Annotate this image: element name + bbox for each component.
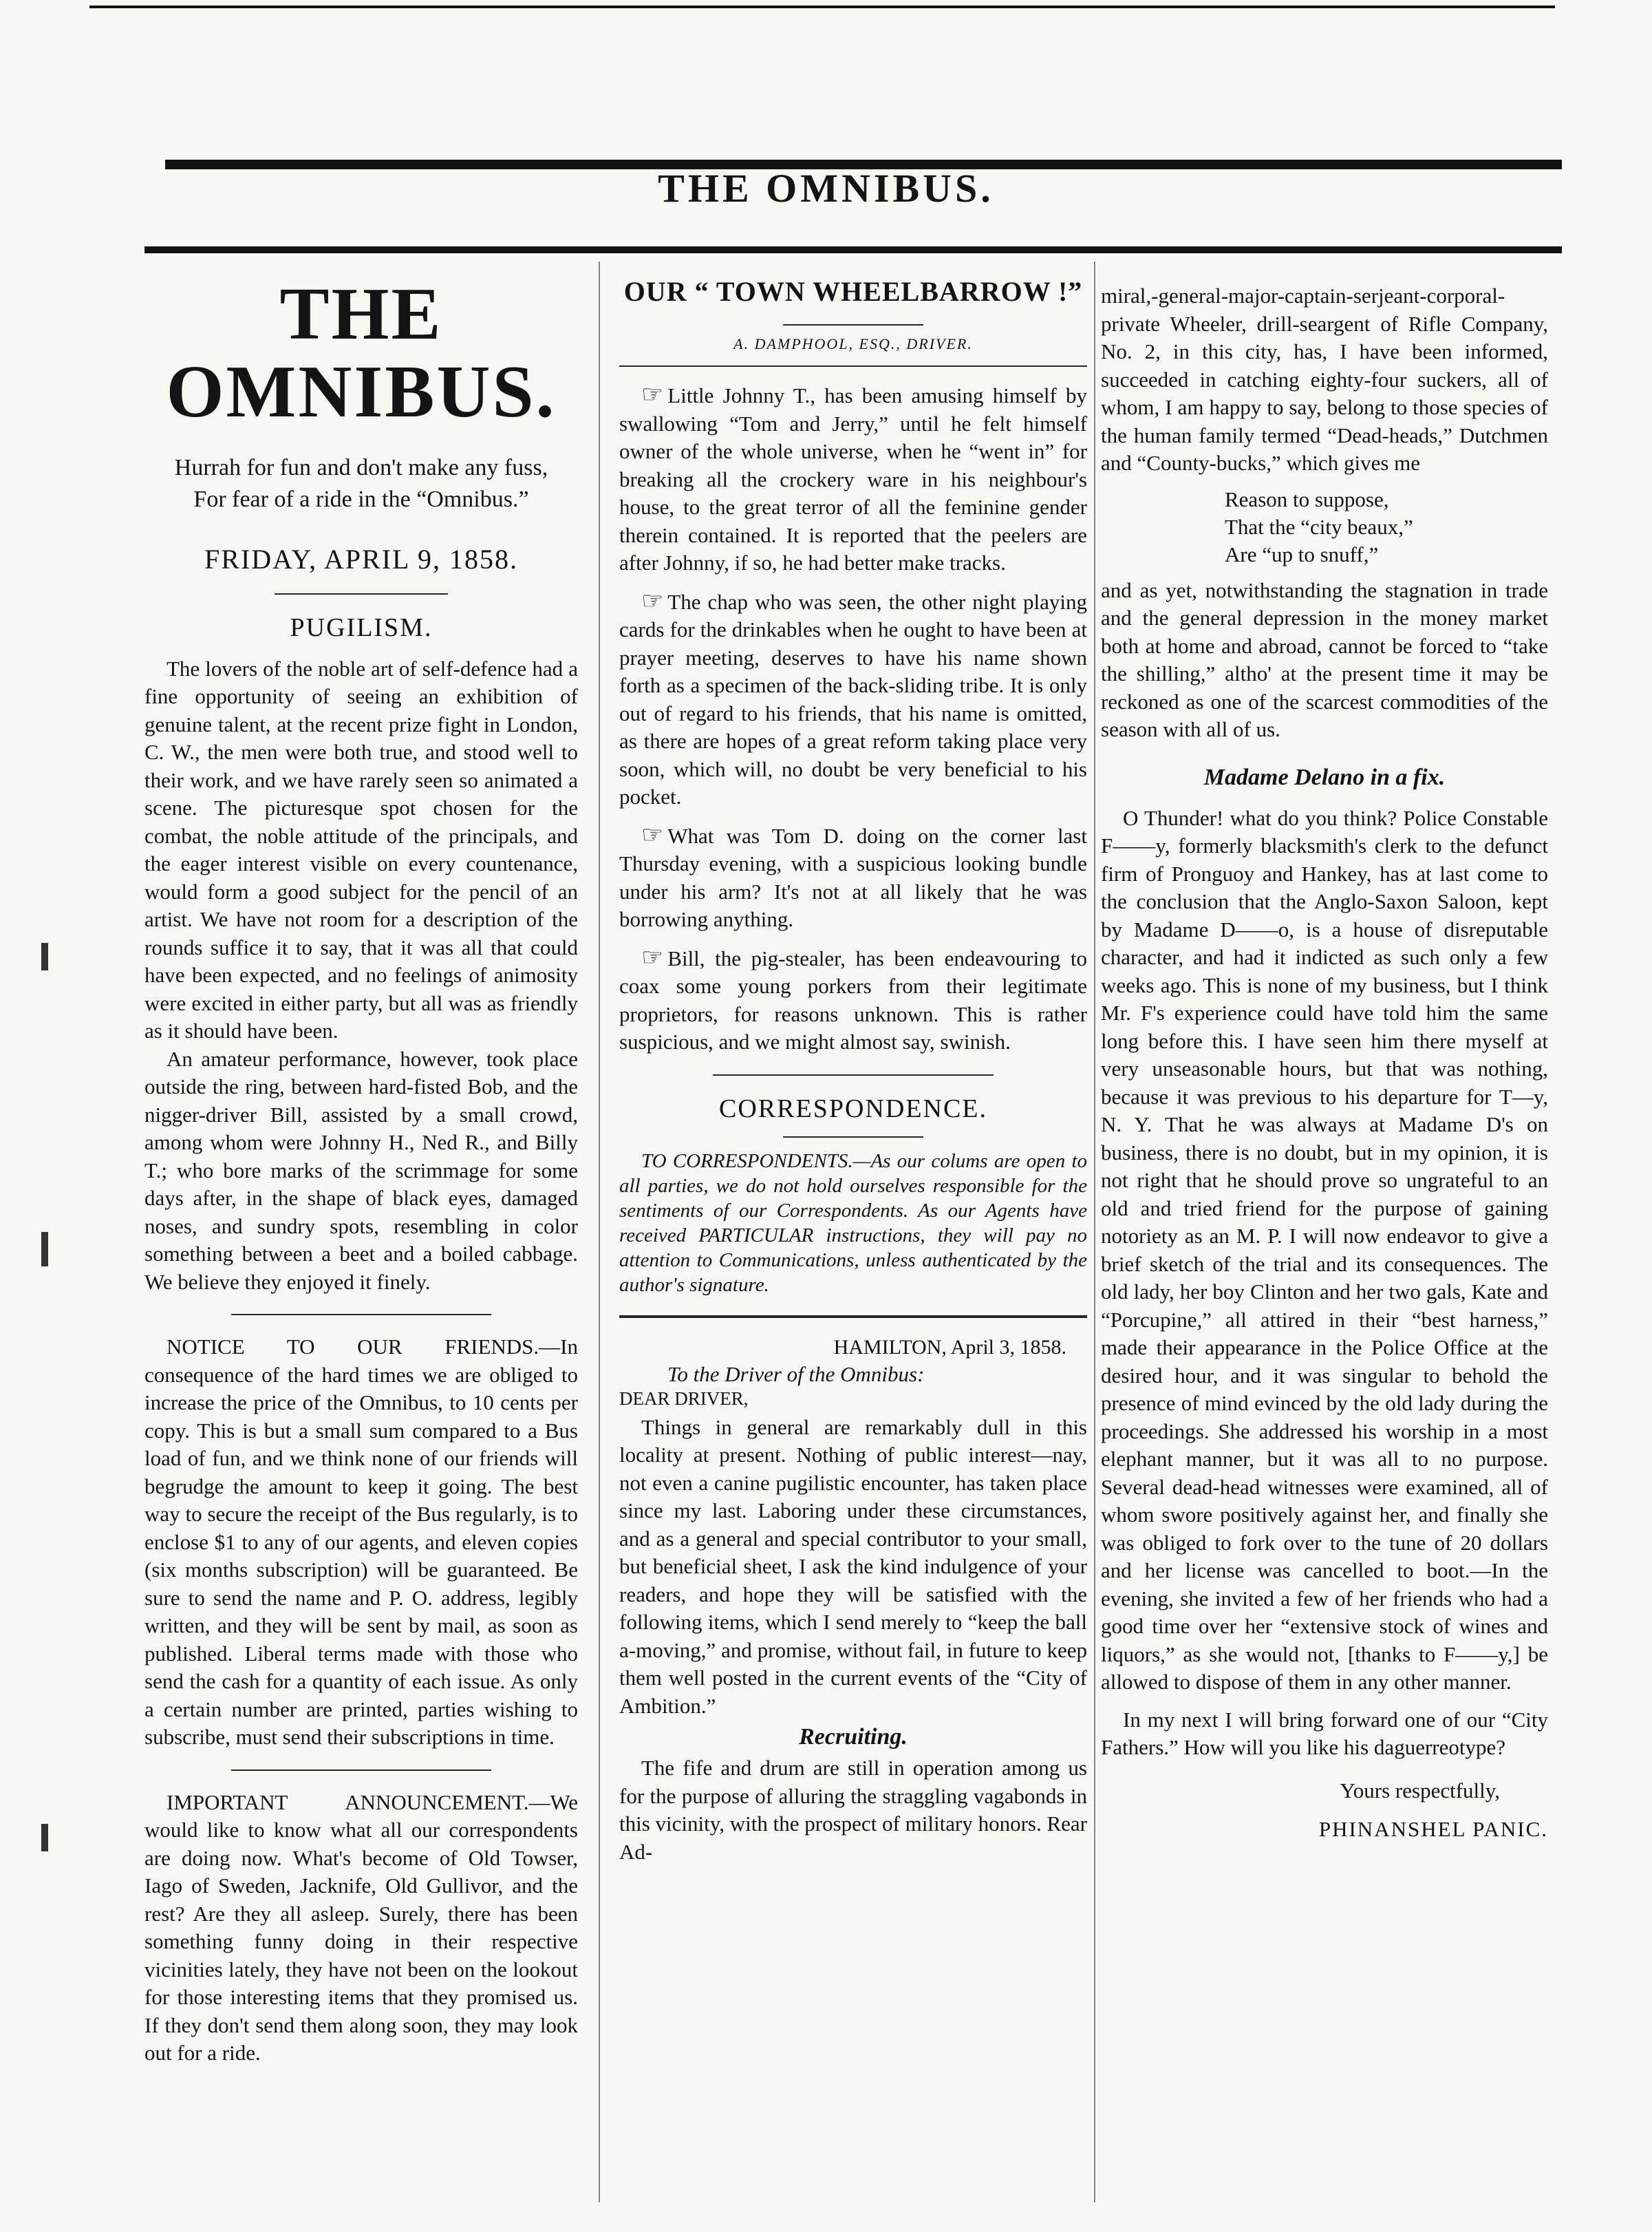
column-1	[144, 262, 578, 2068]
verse-line: Are “up to snuff,”	[1225, 542, 1379, 566]
madame-delano-paragraph-1: O Thunder! what do you think? Police Constable F——y, formerly blacksmith's clerk to the defunct firm of Pronguoy and Hankey, has at last come to the conclusion that the Anglo-Saxon Saloon, kept by Madame D——o, is a house of disreputable character, and had it indicted as such only a few weeks ago. This is none of my business, but I think Mr. F's experience could have told him the same long before this. I have seen him there myself at very unseasonable hours, but that was nothing, because it was previous to his departure for T—y, N. Y. That he was always at Madame D's on business, there is no doubt, but in my opinion, it is not right that he should prove so ungrateful to an old and tried friend for the purpose of gaining notoriety as an M. P. I will now endeavor to give a brief sketch of the trial and its consequences. The old lady, her boy Clinton and her two gals, Kate and “Porcupine,” all attired in their “best harness,” made their appearance in the Police Office at the desired hour, and it was singular to behold the presence of mind evinced by the old lady during the proceedings. She addressed his worship in a most elephant manner, but it was all to no purpose. Several dead-head witnesses were examined, all of whom swore positively against her, and finally she was obliged to fork over to the tune of 20 dollars and her license was cancelled to boot.—In the evening, she invited a few of her friends who had a good time over her “extensive stock of wines and liquors,” as she would not, [thanks to F——y,] be allowed to dispose of them in any other manner.	[1101, 805, 1548, 1694]
stagnation-paragraph: and as yet, notwithstanding the stagnation in trade and the general depression in the money market both at home and abroad, cannot be forced to “take the shilling,” altho' at the present time it may be reckoned as one of the scarcest commodities of the season with all of us.	[1101, 577, 1548, 741]
verse-line: Reason to suppose,	[1225, 487, 1389, 511]
item-text: Little Johnny T., has been amusing himself by swallowing “Tom and Jerry,” until he felt himself owner of the whole universe, when he “went in” for breaking all the crockery ware in his neighbour's house, to the great terror of all the feminine gender therein contained. It is reported that the peelers are after Johnny, if so, he had better make tracks.	[619, 383, 1087, 575]
recruiting-continued: miral,-general-major-captain-serjeant-corporal-private Wheeler, drill-seargent of Rifle Company, No. 2, in this city, has, I have been informed, succeeded in catching eighty-four suckers, all of whom, I am happy to say, belong to those species of the human family termed “Dead-heads,” Dutchmen and “County-bucks,” which gives me	[1101, 284, 1548, 475]
column-2	[619, 262, 1087, 1866]
dateline: FRIDAY, APRIL 9, 1858.	[204, 543, 518, 575]
item-text: The chap who was seen, the other night playing cards for the drinkables when he ought to have been at prayer meeting, deserves to have his name shown forth as a specimen of the back-sliding tribe. It is only out of regard to his friends, that his name is omitted, as there are hopes of a great reform taking place very soon, which will, no doubt be very beneficial to his pocket.	[619, 589, 1087, 809]
letter-closing: Yours respectfully,	[1340, 1778, 1500, 1803]
divider	[783, 324, 923, 326]
motto-line-2: For fear of a ride in the “Omnibus.”	[193, 486, 529, 512]
item-bill	[619, 944, 1087, 1056]
column-3	[1101, 262, 1548, 1842]
letter-paragraph: Things in general are remarkably dull in this locality at present. Nothing of public interest—nay, not even a canine pugilistic encounter, has taken place since my last. Laboring under these circumstances, and as a general and special contributor to your small, but beneficial sheet, I ask the kind indulgence of your readers, and hope they will be satisfied with the following items, which I send merely to “keep the ball a-moving,” and promise, without fail, in future to keep them well posted in the current events of the “City of Ambition.”	[619, 1414, 1087, 1718]
verse	[1101, 486, 1548, 568]
recruiting-heading: Recruiting.	[799, 1724, 908, 1750]
verse-line: That the “city beaux,”	[1225, 514, 1413, 539]
recruiting-paragraph: The fife and drum are still in operation among us for the purpose of alluring the straggling vagabonds in this vicinity, with the prospect of military honors. Rear Ad-	[619, 1756, 1087, 1864]
divider	[783, 1136, 923, 1138]
pointing-hand-icon: ☞	[641, 586, 664, 615]
pugilism-heading: PUGILISM.	[290, 613, 433, 642]
divider	[619, 365, 1087, 367]
motto-line-1: Hurrah for fun and don't make any fuss,	[174, 454, 548, 480]
head-rule	[144, 246, 1562, 253]
letter-salutation: DEAR DRIVER,	[619, 1388, 749, 1409]
important-announcement: IMPORTANT ANNOUNCEMENT.—We would like to know what all our correspondents are doing now. What's become of Old Towser, Iago of Sweden, Jacknife, Old Gullivor, and the rest? Are they all asleep. Surely, there has been something funny doing in their respective vicinities lately, they have not been on the lookout for those interesting items that they promised us. If they don't send them along soon, they may look out for a ride.	[144, 1789, 578, 2065]
item-card-player	[619, 587, 1087, 811]
margin-mark	[41, 943, 48, 970]
masthead: THE OMNIBUS.	[166, 273, 557, 434]
divider	[619, 1315, 1087, 1318]
pugilism-paragraph-2: An amateur performance, however, took place outside the ring, between hard-fisted Bob, and the nigger-driver Bill, assisted by a small crowd, among whom were Johnny H., Ned R., and Billy T.; who bore marks of the scrimmage for some days after, in the shape of black eyes, damaged noses, and sundry spots, resembling in color something between a beet and a boiled cabbage. We believe they enjoyed it finely.	[144, 1046, 578, 1294]
pugilism-paragraph-1: The lovers of the noble art of self-defence had a fine opportunity of seeing an exhibition of genuine talent, at the recent prize fight in London, C. W., the men were both true, and stood well to their work, and we have rarely seen so animated a scene. The picturesque spot chosen for the combat, the noble attitude of the principals, and the eager interest visible on every countenance, would form a good subject for the pencil of an artist. We have not room for a description of the rounds suffice it to say, that it was all that could have been expected, and no feelings of animosity were excited in either party, but all was as friendly as it should have been.	[144, 656, 578, 1043]
column-divider-1	[599, 262, 600, 2202]
signature: PHINANSHEL PANIC.	[1318, 1816, 1548, 1841]
item-tom	[619, 821, 1087, 934]
divider	[231, 1769, 491, 1771]
column-divider-2	[1094, 262, 1095, 2202]
running-head: THE OMNIBUS.	[658, 166, 994, 211]
margin-mark	[41, 1232, 48, 1266]
pointing-hand-icon: ☞	[641, 820, 664, 849]
correspondents-notice: TO CORRESPONDENTS.—As our colums are open to all parties, we do not hold ourselves responsible for the sentiments of our Correspondents. As our Agents have received PARTICULAR instructions, they will pay no attention to Communications, unless authenticated by the author's signature.	[619, 1149, 1087, 1296]
byline: A. DAMPHOOL, ESQ., DRIVER.	[733, 335, 973, 352]
letter-addressee: To the Driver of the Omnibus:	[667, 1361, 925, 1386]
madame-delano-paragraph-2: In my next I will bring forward one of our “City Fathers.” How will you like his daguerreotype?	[1101, 1707, 1548, 1759]
pointing-hand-icon: ☞	[641, 381, 664, 408]
madame-delano-heading: Madame Delano in a fix.	[1203, 764, 1446, 790]
divider	[713, 1074, 994, 1076]
item-text: Bill, the pig-stealer, has been endeavouring to coax some young porkers from their legitimate proprietors, for reasons unknown. This is rather suspicious, and we might almost say, swinish.	[619, 946, 1087, 1054]
top-rule-thin	[89, 6, 1555, 8]
item-text: What was Tom D. doing on the corner last Thursday evening, with a suspicious looking bundle under his arm? It's not at all likely that he was borrowing anything.	[619, 823, 1087, 931]
margin-mark	[41, 1824, 48, 1851]
item-johnny	[619, 381, 1087, 577]
letter-place-date: HAMILTON, April 3, 1858.	[833, 1335, 1066, 1359]
divider	[231, 1314, 491, 1315]
pointing-hand-icon: ☞	[641, 943, 664, 971]
correspondence-heading: CORRESPONDENCE.	[719, 1094, 987, 1123]
wheelbarrow-heading: OUR “ TOWN WHEELBARROW !”	[623, 276, 1083, 307]
notice-to-friends: NOTICE TO OUR FRIENDS.—In consequence of the hard times we are obliged to increase the price of the Omnibus, to 10 cents per copy. This is but a small sum compared to a Bus load of fun, and we think none of our friends will begrudge the amount to keep it going. The best way to secure the receipt of the Bus regularly, is to enclose $1 to any of our agents, and eleven copies (six months subscription) will be guaranteed. Be sure to send the name and P. O. address, legibly written, and they will be sent by mail, as soon as published. Liberal terms made with those who send the cash for a quantity of each issue. As only a certain number are printed, parties wishing to subscribe, must send their subscriptions in time.	[144, 1335, 578, 1750]
divider	[275, 593, 448, 595]
